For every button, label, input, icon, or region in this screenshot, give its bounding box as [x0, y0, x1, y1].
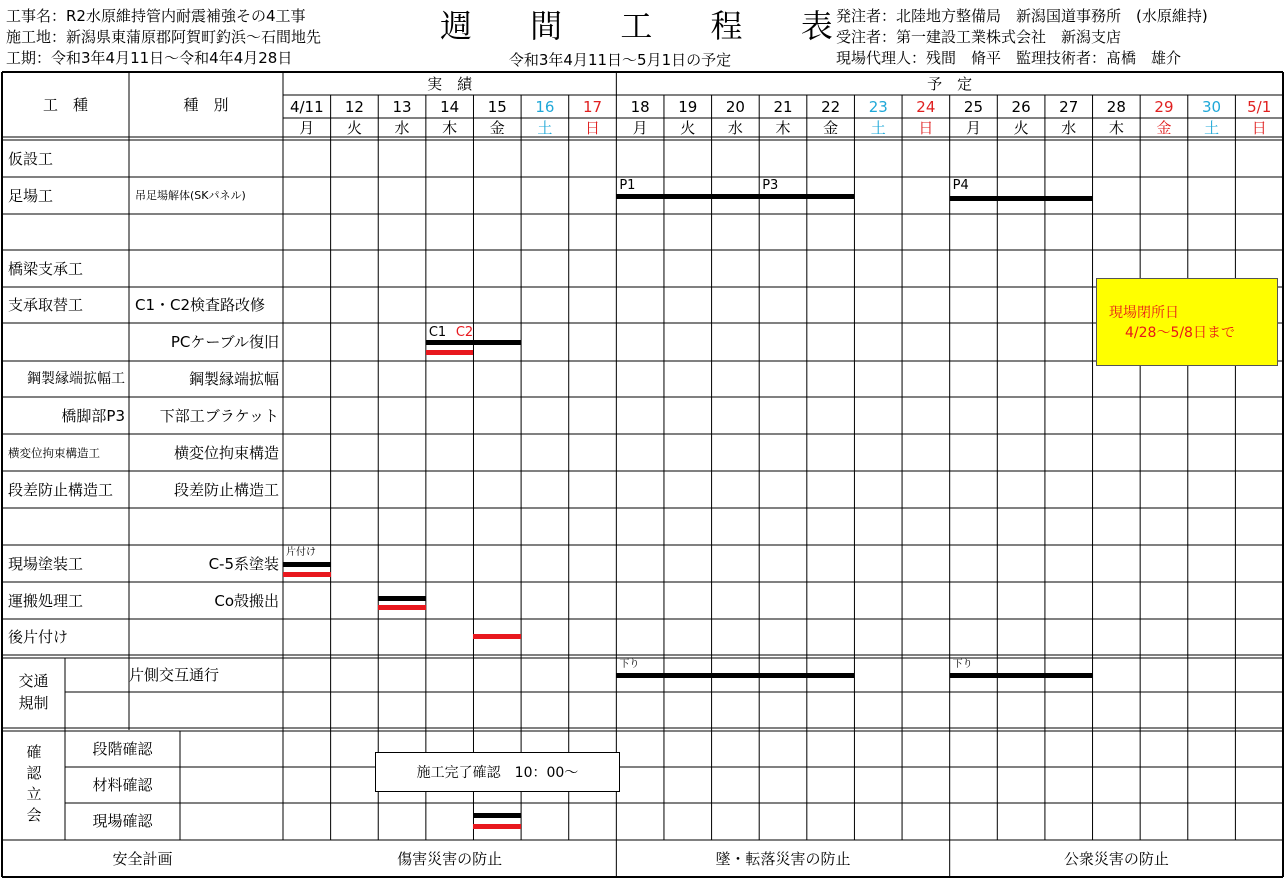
- closure-notice-title: 現場閉所日: [1109, 305, 1179, 321]
- page-title: 週 間 工 程 表: [440, 7, 857, 45]
- weekday-8: 火: [680, 118, 696, 137]
- shubetsu-row-10: [129, 508, 283, 545]
- confirm-item-1: 材料確認: [92, 776, 153, 794]
- koshu-row-13: 後片付け: [8, 628, 69, 646]
- site-check-actual-bar: [473, 813, 521, 818]
- date-8: 19: [678, 97, 698, 116]
- date-2: 13: [392, 97, 412, 116]
- confirm-item-0: 段階確認: [92, 740, 153, 758]
- koshu-row-8: 横変位拘束構造工: [8, 445, 100, 460]
- yotei-header: 予 定: [927, 74, 973, 93]
- date-6: 17: [582, 97, 603, 116]
- traffic-label-text: 交通規制: [18, 672, 49, 712]
- label-c2: C2: [455, 325, 474, 340]
- cleanup-red-bar: [473, 634, 521, 639]
- label-p1: P1: [619, 178, 636, 193]
- shubetsu-row-5: PCケーブル復旧: [170, 333, 279, 351]
- weekday-5: 土: [537, 118, 553, 137]
- date-19: 30: [1202, 97, 1222, 116]
- traffic-item: 片側交互通行: [128, 666, 219, 684]
- completion-check-box: 施工完了確認 10：00～: [375, 752, 620, 792]
- project-name: 工事名：R2水原維持管内耐震補強その4工事: [6, 7, 306, 25]
- jisseki-header: 実 績: [427, 74, 473, 93]
- weekday-13: 日: [918, 118, 934, 137]
- label-p3: P3: [762, 178, 779, 193]
- koshu-row-3: 橋梁支承工: [8, 259, 84, 278]
- shubetsu-row-9: 段差防止構造工: [173, 480, 279, 499]
- shubetsu-row-1: 吊足場解体(SKパネル): [135, 188, 246, 202]
- date-10: 21: [773, 97, 793, 116]
- shubetsu-row-2: [129, 214, 283, 250]
- site-agent: 現場代理人：残間 脩平 監理技術者：髙橋 雄介: [836, 49, 1182, 67]
- label-kudari-1: 下り: [619, 659, 640, 670]
- date-4: 15: [487, 97, 507, 116]
- date-18: 29: [1154, 97, 1174, 116]
- shubetsu-row-12: Co殻搬出: [214, 591, 279, 610]
- shubetsu-row-8: 横変位拘束構造: [173, 443, 279, 462]
- co-removal-actual-bar: [378, 596, 426, 601]
- koshu-header: 工 種: [42, 95, 88, 114]
- label-kudari-2: 下り: [952, 659, 973, 670]
- shubetsu-row-7: 下部工ブラケット: [159, 406, 279, 425]
- date-20: 5/1: [1247, 97, 1272, 116]
- shubetsu-row-11: C-5系塗装: [208, 554, 279, 573]
- date-3: 14: [440, 97, 460, 116]
- safety-item-0: 傷害災害の防止: [397, 849, 503, 868]
- koshu-row-7: 橋脚部P3: [61, 406, 125, 425]
- co-removal-red-bar: [378, 605, 426, 610]
- shubetsu-row-4: C1・C2検査路改修: [135, 296, 266, 314]
- label-katazuke: 片付け: [286, 547, 316, 558]
- koshu-row-4: 支承取替工: [8, 296, 84, 314]
- orderer: 発注者：北陸地方整備局 新潟国道事務所 (水原維持): [836, 7, 1208, 25]
- pc-cable-actual-bar: [426, 340, 521, 345]
- closure-notice: [1096, 278, 1278, 366]
- weekday-20: 日: [1251, 118, 1267, 137]
- koshu-row-0: 仮設工: [8, 150, 54, 168]
- scaffold-bar-p4: [950, 196, 1093, 201]
- shubetsu-row-3: [129, 250, 283, 287]
- shubetsu-row-6: 鋼製縁端拡幅: [188, 370, 279, 388]
- date-0: 4/11: [289, 97, 324, 116]
- weekday-0: 月: [299, 118, 315, 137]
- koshu-row-1: 足場工: [8, 186, 54, 205]
- scaffold-bar-p1-p3: [616, 194, 854, 199]
- traffic-label: [2, 670, 65, 714]
- date-12: 23: [868, 97, 888, 116]
- weekday-9: 水: [727, 118, 743, 137]
- weekday-6: 日: [585, 118, 601, 137]
- date-13: 24: [916, 97, 936, 116]
- date-9: 20: [725, 97, 745, 116]
- date-14: 25: [963, 97, 984, 116]
- koshu-row-11: 現場塗装工: [8, 554, 84, 573]
- weekday-19: 土: [1204, 118, 1220, 137]
- date-16: 27: [1059, 97, 1079, 116]
- date-5: 16: [535, 97, 555, 116]
- weekday-7: 月: [632, 118, 648, 137]
- shubetsu-header: 種 別: [183, 95, 229, 114]
- date-17: 28: [1106, 97, 1126, 116]
- confirm-item-2: 現場確認: [92, 812, 153, 830]
- weekday-17: 木: [1108, 118, 1124, 137]
- label-c1: C1: [428, 325, 447, 340]
- contractor: 受注者：第一建設工業株式会社 新潟支店: [836, 28, 1122, 46]
- shubetsu-row-0: [129, 141, 283, 177]
- closure-notice-period: 4/28～5/8日まで: [1125, 325, 1235, 341]
- site-check-red-bar: [473, 824, 521, 829]
- weekday-12: 土: [870, 118, 886, 137]
- koshu-row-9: 段差防止構造工: [8, 480, 114, 499]
- weekday-10: 木: [775, 118, 791, 137]
- date-11: 22: [821, 97, 841, 116]
- safety-item-1: 墜・転落災害の防止: [715, 849, 851, 868]
- painting-actual-bar: [283, 562, 331, 567]
- safety-label: 安全計画: [112, 849, 173, 868]
- weekday-16: 水: [1061, 118, 1077, 137]
- traffic-bar-1: [616, 673, 854, 678]
- koshu-row-10: [2, 508, 129, 545]
- weekday-3: 木: [442, 118, 458, 137]
- weekday-1: 火: [346, 118, 362, 137]
- date-1: 12: [344, 97, 364, 116]
- safety-item-2: 公衆災害の防止: [1063, 849, 1169, 868]
- weekday-14: 月: [965, 118, 981, 137]
- painting-red-bar: [283, 572, 331, 577]
- pc-cable-red-bar: [426, 350, 474, 355]
- koshu-row-2: [2, 214, 129, 250]
- page-subtitle: 令和3年4月11日～5月1日の予定: [508, 51, 732, 69]
- weekday-4: 金: [489, 118, 505, 137]
- weekday-18: 金: [1156, 118, 1172, 137]
- label-p4: P4: [952, 178, 969, 193]
- project-period: 工期：令和3年4月11日～令和4年4月28日: [6, 49, 293, 67]
- weekday-15: 火: [1013, 118, 1029, 137]
- koshu-row-12: 運搬処理工: [8, 591, 84, 610]
- date-7: 18: [630, 97, 650, 116]
- weekday-11: 金: [823, 118, 839, 137]
- koshu-row-5: [2, 323, 129, 361]
- traffic-bar-2: [950, 673, 1093, 678]
- confirm-label: 確認立会: [26, 743, 42, 824]
- date-15: 26: [1011, 97, 1031, 116]
- weekday-2: 水: [394, 118, 410, 137]
- project-site: 施工地：新潟県東蒲原郡阿賀町釣浜～石間地先: [6, 28, 322, 46]
- koshu-row-6: 鋼製縁端拡幅工: [27, 371, 125, 387]
- shubetsu-row-13: [129, 619, 283, 655]
